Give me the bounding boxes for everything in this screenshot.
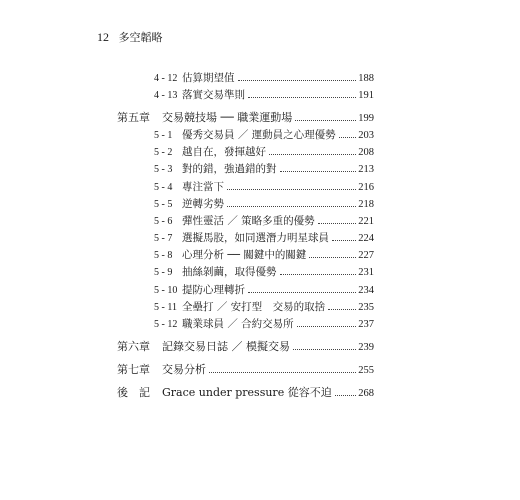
- toc-entry-page: 268: [358, 388, 374, 399]
- toc-section-entry: [154, 248, 374, 263]
- toc-entry-number: 5 - 10: [154, 285, 178, 296]
- toc-entry-page: 199: [358, 113, 374, 124]
- toc-entry-title: 選擬馬股，如同選潛力明星球員: [182, 232, 329, 244]
- toc-entry-number: 5 - 12: [154, 319, 178, 330]
- toc-entry-page: 216: [358, 182, 374, 193]
- toc-entry-number: 5 - 9: [154, 267, 173, 278]
- toc-section-entry: [154, 197, 374, 212]
- toc-entry-page: 224: [358, 233, 374, 244]
- toc-entry-title: 全壘打 ／ 安打型 交易的取捨: [182, 301, 326, 313]
- toc-chapter-entry: [117, 386, 374, 401]
- toc-entry-title: 抽絲剝繭，取得優勢: [182, 266, 277, 278]
- dot-leader: [269, 153, 356, 155]
- toc-entry-page: 213: [358, 164, 374, 175]
- toc-chapter-entry: [117, 340, 374, 355]
- dot-leader: [227, 205, 356, 207]
- toc-entry-title: 落實交易準則: [182, 89, 245, 101]
- toc-entry-number: 5 - 1: [154, 130, 173, 141]
- toc-entry-page: 237: [358, 319, 374, 330]
- toc-entry-page: 203: [358, 130, 374, 141]
- dot-leader: [297, 325, 357, 327]
- toc-section-entry: [154, 265, 374, 280]
- toc-entry-title: 優秀交易員 ／ 運動員之心理優勢: [182, 129, 336, 141]
- toc-section-entry: [154, 180, 374, 195]
- toc-section-entry: [154, 145, 374, 160]
- header-book-title: 多空韜略: [118, 31, 163, 44]
- toc-entry-number: 第五章: [117, 111, 150, 124]
- toc-entry-title: 提防心理轉折: [182, 284, 245, 296]
- dot-leader: [238, 79, 357, 81]
- toc-section-entry: [154, 88, 374, 103]
- toc-entry-page: 218: [358, 199, 374, 210]
- toc-entry-title: 逆轉劣勢: [182, 198, 224, 210]
- toc-entry-title: 專注當下: [182, 181, 224, 193]
- dot-leader: [332, 239, 356, 241]
- toc-entry-title: 職業球員 ／ 合約交易所: [182, 318, 294, 330]
- toc-entry-page: 239: [358, 342, 374, 353]
- dot-leader: [227, 188, 356, 190]
- dot-leader: [280, 170, 357, 172]
- toc-entry-page: 221: [358, 216, 374, 227]
- dot-leader: [295, 119, 356, 121]
- dot-leader: [248, 291, 356, 293]
- dot-leader: [335, 394, 357, 396]
- toc-section-entry: [154, 71, 374, 86]
- dot-leader: [293, 348, 356, 350]
- toc-entry-title: 心理分析 ── 關鍵中的關鍵: [182, 249, 307, 261]
- toc-entry-title: 對的錯，強過錯的對: [182, 163, 277, 175]
- toc-section-entry: [154, 214, 374, 229]
- toc-entry-page: 235: [358, 302, 374, 313]
- dot-leader: [209, 371, 356, 373]
- running-header: [97, 29, 163, 45]
- toc-entry-title: 越自在，發揮越好: [182, 146, 266, 158]
- toc-entry-page: 208: [358, 147, 374, 158]
- toc-chapter-entry: [117, 111, 374, 126]
- toc-section-entry: [154, 317, 374, 332]
- toc-section-entry: [154, 162, 374, 177]
- toc-entry-number: 5 - 11: [154, 302, 177, 313]
- toc-entry-page: 191: [358, 90, 374, 101]
- dot-leader: [318, 222, 357, 224]
- toc-entry-number: 5 - 8: [154, 250, 173, 261]
- toc-entry-number: 5 - 5: [154, 199, 173, 210]
- dot-leader: [280, 273, 357, 275]
- toc-entry-title: 交易競技場 ── 職業運動場: [162, 111, 293, 124]
- dot-leader: [309, 256, 356, 258]
- toc-entry-page: 231: [358, 267, 374, 278]
- toc-entry-page: 227: [358, 250, 374, 261]
- toc-entry-page: 188: [358, 73, 374, 84]
- dot-leader: [328, 308, 356, 310]
- toc-entry-title: 交易分析: [162, 363, 206, 376]
- toc-entry-page: 255: [358, 365, 374, 376]
- dot-leader: [248, 96, 356, 98]
- toc-section-entry: [154, 128, 374, 143]
- toc-entry-number: 5 - 2: [154, 147, 173, 158]
- toc-section-entry: [154, 300, 374, 315]
- toc-entry-number: 5 - 3: [154, 164, 173, 175]
- toc-section-entry: [154, 283, 374, 298]
- toc-entry-page: 234: [358, 285, 374, 296]
- toc-chapter-entry: [117, 363, 374, 378]
- toc-entry-number: 4 - 13: [154, 90, 178, 101]
- header-page-number: 12: [97, 30, 109, 44]
- toc-entry-number: 4 - 12: [154, 73, 178, 84]
- toc-entry-number: 5 - 7: [154, 233, 173, 244]
- toc-entry-number: 第六章: [117, 340, 150, 353]
- toc-entry-number: 後 記: [117, 386, 150, 399]
- toc-entry-title: 彈性靈活 ／ 策略多重的優勢: [182, 215, 315, 227]
- dot-leader: [339, 136, 357, 138]
- toc-entry-number: 5 - 4: [154, 182, 173, 193]
- toc-entry-title: 記錄交易日誌 ／ 模擬交易: [162, 340, 290, 353]
- toc-entry-title: Grace under pressure 從容不迫: [162, 386, 332, 399]
- toc-section-entry: [154, 231, 374, 246]
- toc-entry-number: 第七章: [117, 363, 150, 376]
- toc-entry-number: 5 - 6: [154, 216, 173, 227]
- toc-entry-title: 估算期望值: [182, 72, 235, 84]
